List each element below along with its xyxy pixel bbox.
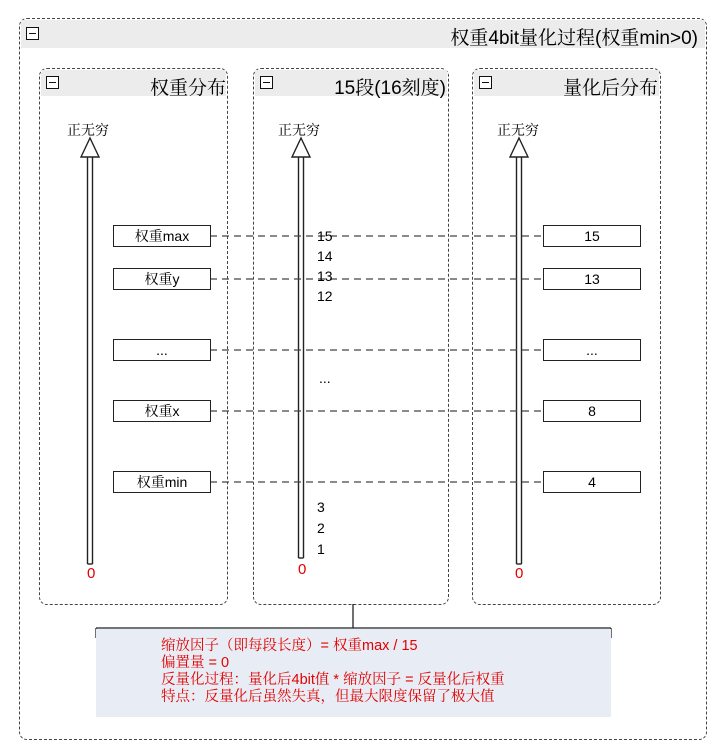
segments-axis-arrow bbox=[292, 138, 310, 558]
quantized-title: 量化后分布 bbox=[562, 78, 658, 99]
weights-axis-top-label: 正无穷 bbox=[67, 122, 109, 138]
segment-tick-13: 13 bbox=[317, 268, 333, 284]
segments-axis-top-label: 正无穷 bbox=[278, 122, 320, 138]
note-line-bias: 偏置量 = 0 bbox=[161, 655, 230, 671]
weight-box-ellipsis: ... bbox=[113, 339, 211, 361]
quant-box-13: 13 bbox=[543, 268, 641, 290]
quantized-axis-top-label: 正无穷 bbox=[497, 122, 539, 138]
quant-box-ellipsis: ... bbox=[543, 339, 641, 361]
segment-tick-ellipsis: ... bbox=[319, 370, 331, 386]
dashed-connectors bbox=[210, 236, 543, 482]
segments-axis-zero-label: 0 bbox=[298, 561, 307, 578]
segments-title: 15段(16刻度) bbox=[334, 78, 446, 99]
segment-tick-15: 15 bbox=[317, 228, 333, 244]
segment-tick-14: 14 bbox=[317, 248, 333, 264]
note-line-dequant: 反量化过程：量化后4bit值 * 缩放因子 = 反量化后权重 bbox=[161, 672, 505, 688]
note-box bbox=[96, 629, 611, 717]
quant-box-4: 4 bbox=[543, 471, 641, 493]
weight-box-x: 权重x bbox=[113, 400, 211, 422]
segment-tick-2: 2 bbox=[317, 520, 325, 536]
weight-box-y: 权重y bbox=[113, 268, 211, 290]
segment-tick-12: 12 bbox=[317, 288, 333, 304]
weight-box-min: 权重min bbox=[113, 471, 211, 493]
segment-tick-1: 1 bbox=[317, 541, 325, 557]
quant-box-8: 8 bbox=[543, 400, 641, 422]
note-line-scale: 缩放因子（即每段长度）= 权重max / 15 bbox=[161, 638, 418, 654]
quantized-axis-zero-label: 0 bbox=[515, 565, 524, 582]
weight-box-max: 权重max bbox=[113, 225, 211, 247]
quant-box-15: 15 bbox=[543, 225, 641, 247]
segment-tick-3: 3 bbox=[317, 499, 325, 515]
weights-title: 权重分布 bbox=[149, 78, 226, 99]
outer-title: 权重4bit量化过程(权重min>0) bbox=[450, 28, 698, 49]
weights-axis-arrow bbox=[81, 138, 99, 564]
weights-axis-zero-label: 0 bbox=[87, 565, 96, 582]
note-line-feature: 特点：反量化后虽然失真，但最大限度保留了极大值 bbox=[161, 689, 495, 705]
quantized-axis-arrow bbox=[510, 138, 528, 564]
